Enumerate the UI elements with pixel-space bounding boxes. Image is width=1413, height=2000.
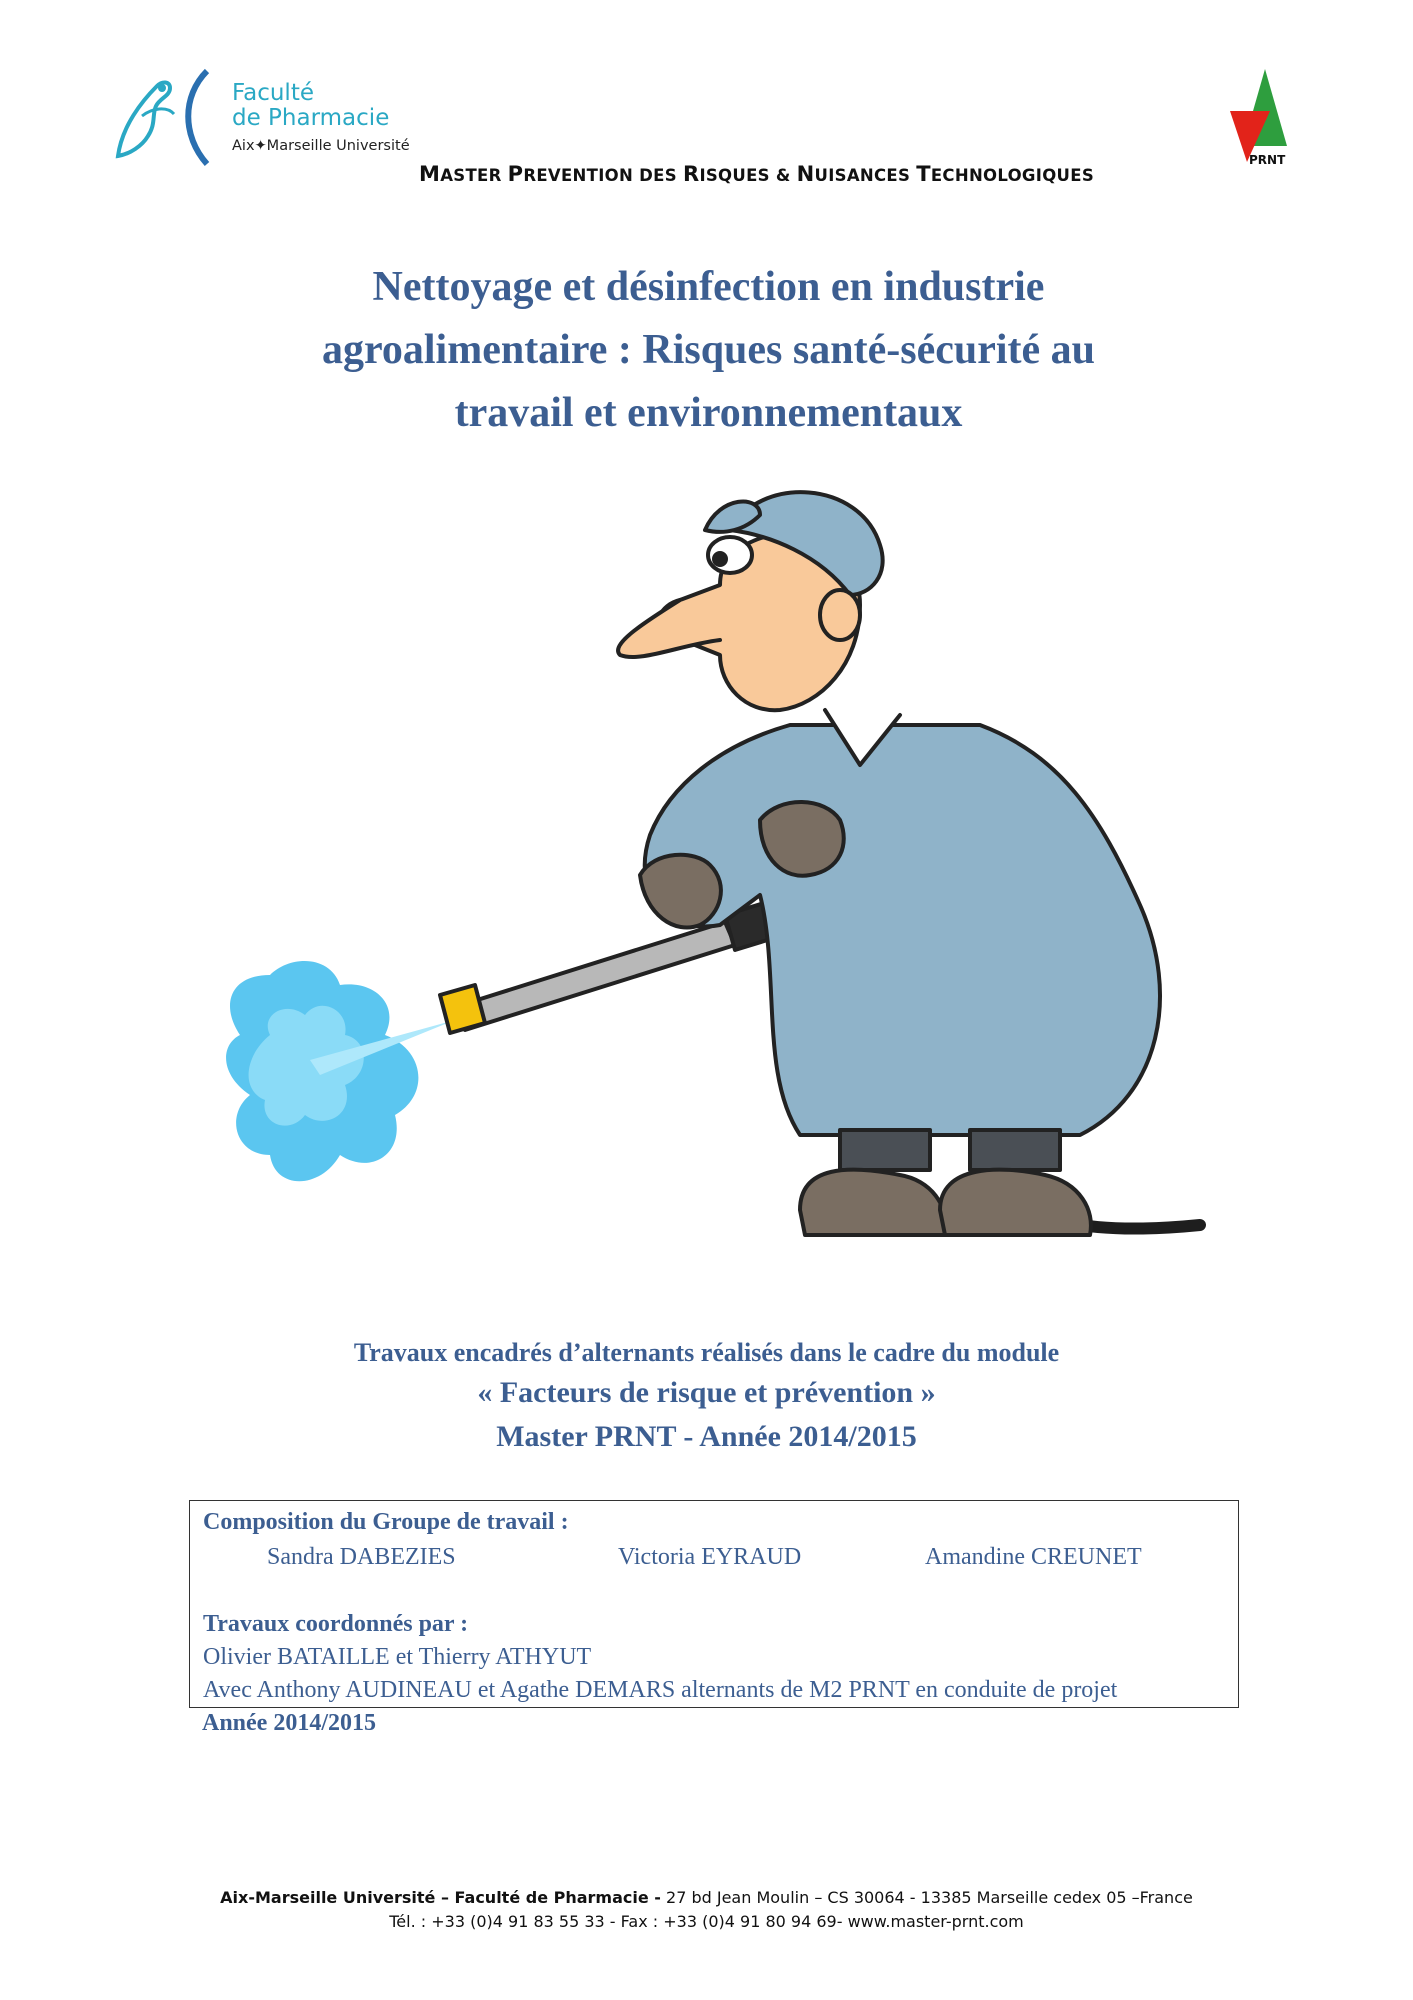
composition-label: Composition du Groupe de travail : [203, 1509, 569, 1535]
master-program-title [0, 162, 1413, 186]
coordination-label: Travaux coordonnés par : [203, 1611, 469, 1637]
document-title [0, 256, 1413, 445]
master-title-rest: UISANCES [814, 166, 917, 185]
assistants: Avec Anthony AUDINEAU et Agathe DEMARS alternants de M2 PRNT en conduite de projet [203, 1677, 1118, 1703]
master-title-initial: R [682, 162, 700, 186]
master-title-initial: M [419, 162, 441, 186]
prnt-logo-text: PRNT [1249, 153, 1286, 166]
member-name: Amandine CREUNET [925, 1544, 1142, 1570]
master-title-rest: ISQUES & [699, 166, 797, 185]
title-line-2: agroalimentaire : Risques santé-sécurité au [321, 327, 1096, 373]
master-title-initial: T [916, 162, 931, 186]
footer-address [0, 1888, 1413, 1907]
faculty-name-line1: Faculté [232, 80, 314, 106]
worker-pressure-washer-illustration [200, 475, 1230, 1265]
footer-contact: Tél. : +33 (0)4 91 83 55 33 - Fax : +33 (0)4 91 80 94 69- www.master-prnt.com [389, 1912, 1024, 1931]
master-title-rest: REVENTION DES [523, 166, 683, 185]
program-year: Master PRNT - Année 2014/2015 [496, 1420, 917, 1453]
member-name: Sandra DABEZIES [267, 1544, 456, 1570]
footer-address-rest: 27 bd Jean Moulin – CS 30064 - 13385 Marseille cedex 05 –France [660, 1888, 1193, 1907]
university-name: Aix✦Marseille Université [232, 138, 410, 154]
master-title-rest: ASTER [440, 166, 508, 185]
footer-institution: Aix-Marseille Université – Faculté de Pharmacie - [220, 1888, 661, 1907]
module-description: Travaux encadrés d’alternants réalisés dans le cadre du module [353, 1338, 1060, 1367]
coordinators: Olivier BATAILLE et Thierry ATHYUT [203, 1644, 592, 1670]
year-label: Année 2014/2015 [202, 1710, 376, 1736]
faculty-name-line2: de Pharmacie [232, 105, 390, 131]
title-line-3: travail et environnementaux [454, 390, 963, 436]
master-title-initial: N [796, 162, 815, 186]
master-title-initial: P [507, 162, 524, 186]
title-line-1: Nettoyage et désinfection en industrie [372, 264, 1045, 310]
prnt-logo-icon [1225, 66, 1295, 166]
master-title-rest: ECHNOLOGIQUES [930, 166, 1094, 185]
work-group-box [189, 1500, 1239, 1708]
member-name: Victoria EYRAUD [618, 1544, 802, 1570]
module-name: « Facteurs de risque et prévention » [477, 1376, 936, 1409]
